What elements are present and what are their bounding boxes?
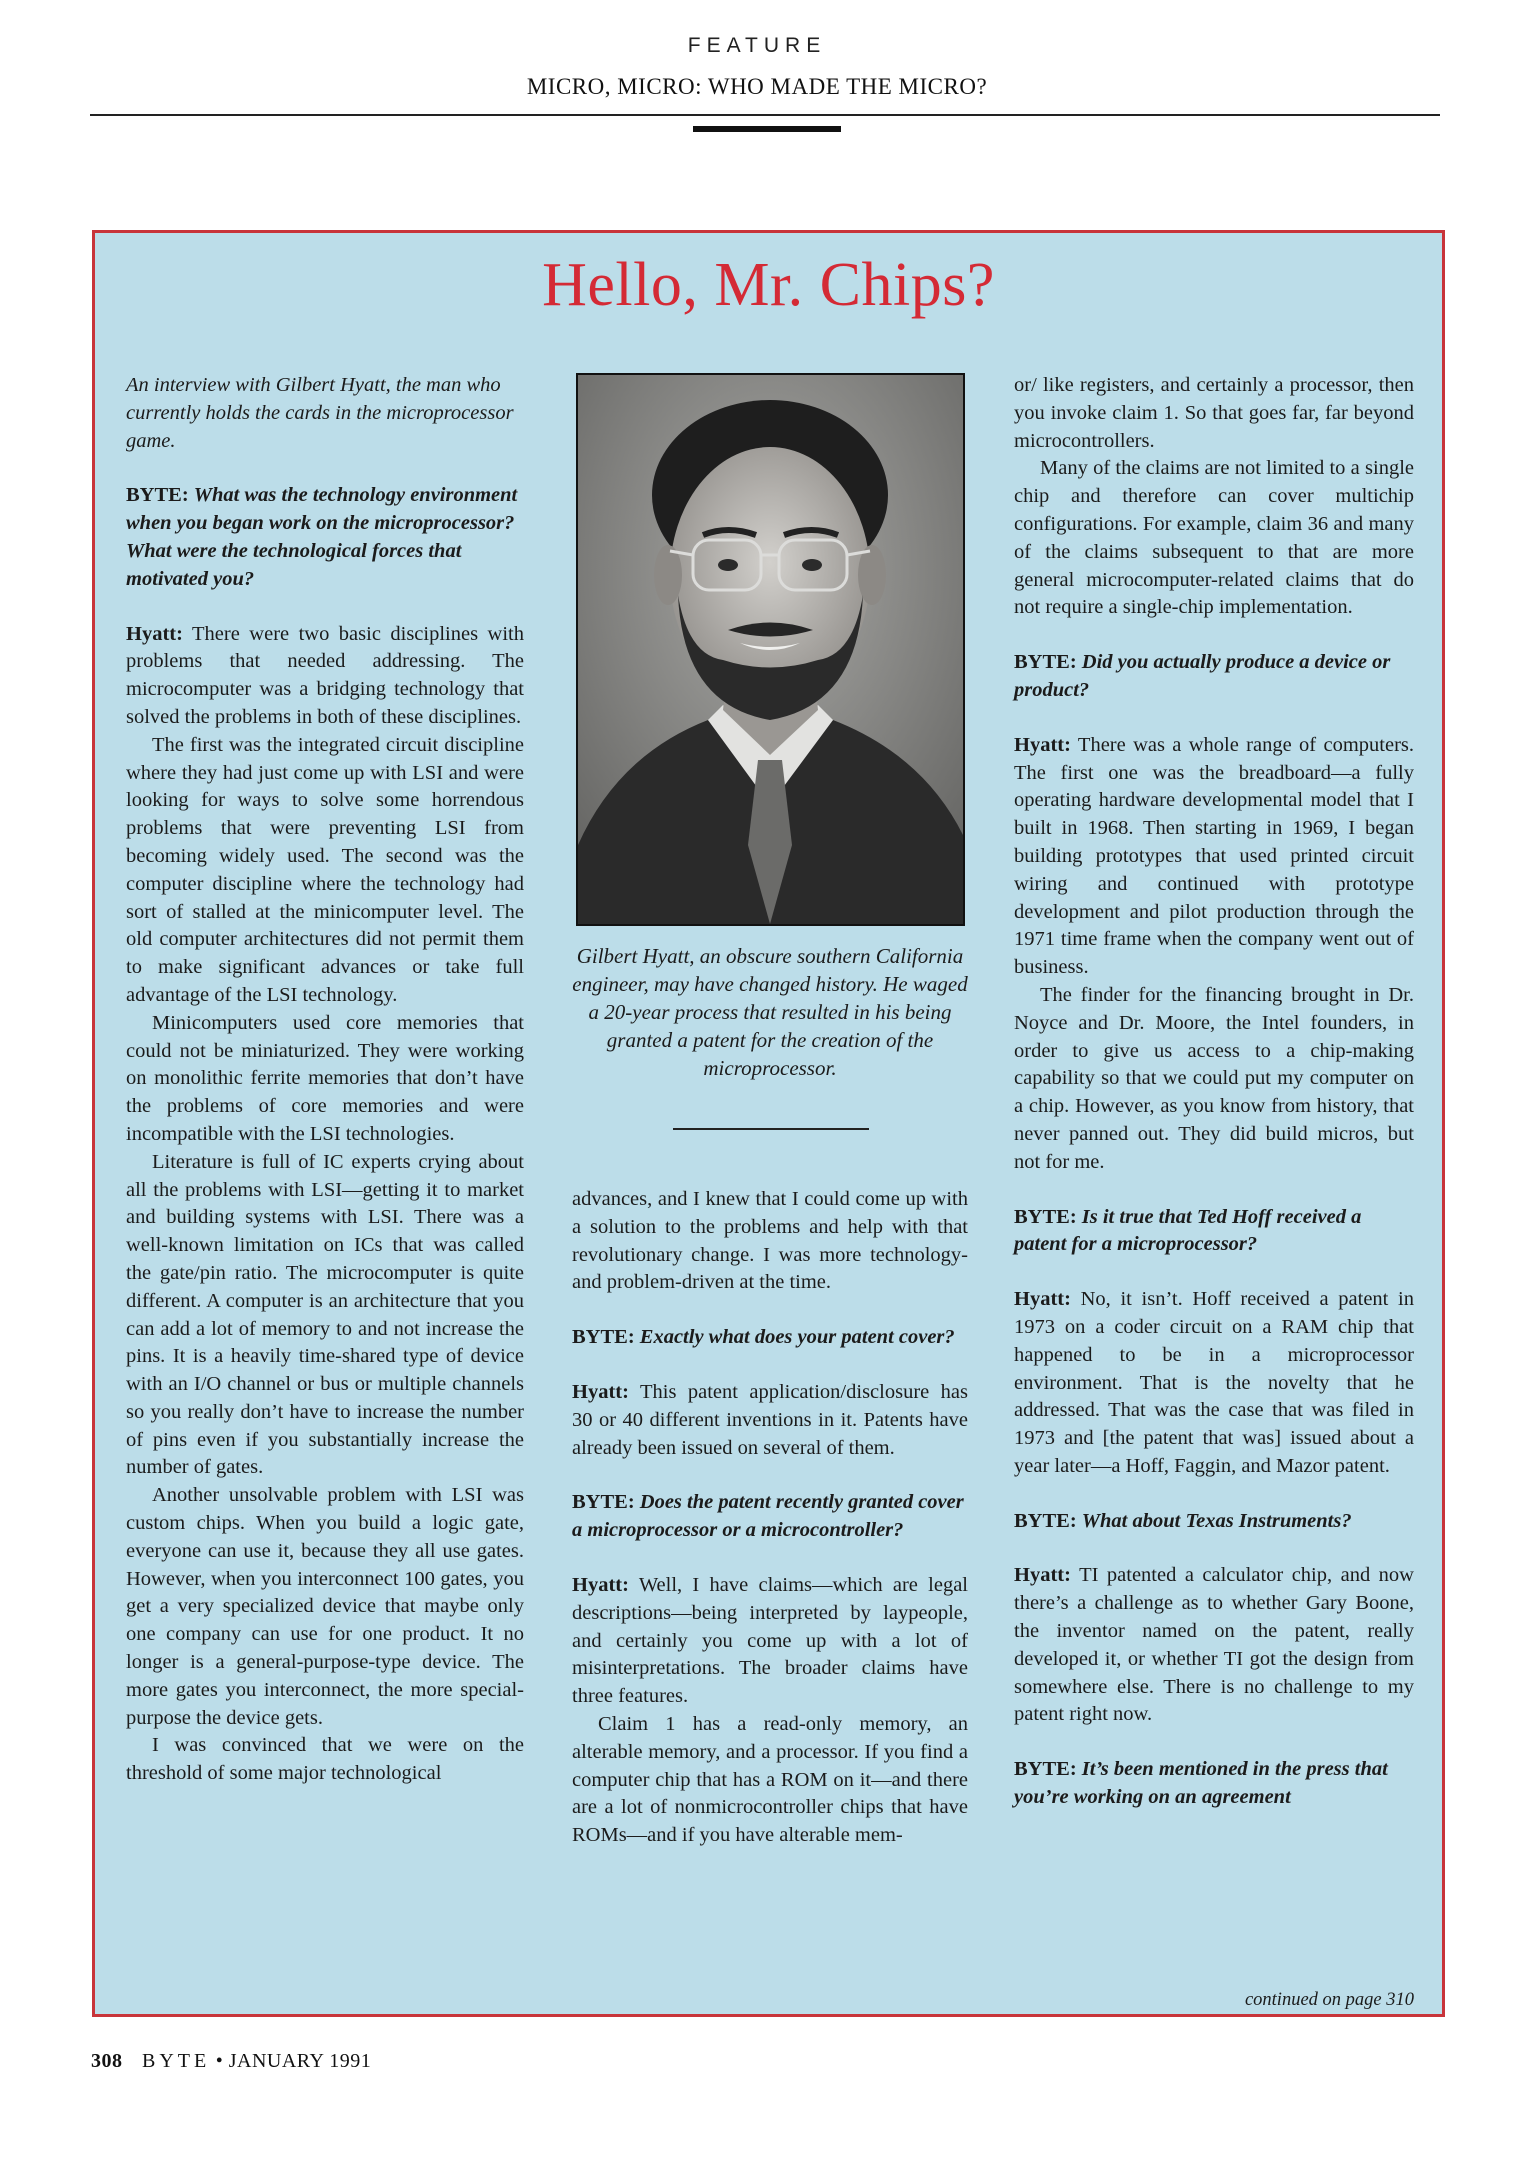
speaker-hyatt: Hyatt: — [1014, 1288, 1071, 1311]
speaker-hyatt: Hyatt: — [1014, 1564, 1071, 1587]
question-text: It’s been mentioned in the press that you’re working on an agreement — [1014, 1758, 1388, 1809]
question-text: Is it true that Ted Hoff received a patent for a microprocessor? — [1014, 1205, 1362, 1256]
question-1 — [126, 482, 524, 593]
magazine-name: BYTE — [142, 2050, 211, 2072]
speaker-byte: BYTE: — [1014, 1509, 1077, 1532]
paragraph: or/ like registers, and certainly a processor, then you invoke claim 1. So that goes far, far beyond microcontrollers. — [1014, 374, 1414, 452]
answer-2 — [572, 1379, 968, 1462]
answer-text: TI patented a calculator chip, and now there’s a challenge as to whether Gary Boone, the inventor named on the patent, really developed it, or whether TI got the design from somewhere else. There is no challenge to my patent right now. — [1014, 1564, 1414, 1726]
page-number: 308 — [91, 2050, 123, 2072]
answer-5 — [1014, 1286, 1414, 1481]
question-text: Does the patent recently granted cover a microprocessor or a microcontroller? — [572, 1491, 964, 1542]
section-title: MICRO, MICRO: WHO MADE THE MICRO? — [526, 74, 988, 99]
answer-4 — [1014, 732, 1414, 982]
answer-6 — [1014, 1562, 1414, 1729]
speaker-hyatt: Hyatt: — [126, 622, 183, 645]
paragraph: Many of the claims are not limited to a single chip and therefore can cover multichip configurations. For example, claim 36 and many of the claims subsequent to that are more general microcomputer-related claims that do not require a single-chip implementation. — [1014, 457, 1414, 619]
issue-date: JANUARY 1991 — [228, 2050, 372, 2072]
question-text: What was the technology environment when you began work on the microprocessor? What were the technological forces that motivated you? — [126, 484, 518, 590]
question-4 — [1014, 649, 1414, 705]
paragraph: advances, and I knew that I could come up with a solution to the problems and help with that revolutionary change. I was more technology- and problem-driven at the time. — [572, 1188, 968, 1294]
question-text: What about Texas Instruments? — [1081, 1509, 1352, 1532]
continued-note: continued on page 310 — [1244, 1990, 1414, 2010]
answer-text: There were two basic disciplines with problems that needed addressing. The microcomputer was a bridging technology that solved the problems in both of these disciplines. — [126, 622, 524, 728]
section-label: FEATURE — [687, 34, 827, 57]
paragraph: The finder for the financing brought in Dr. Noyce and Dr. Moore, the Intel founders, in order to give us access to a chip-making capability so that we could put my computer on a chip. However, as you know from history, that never panned out. They did build micros, but not for me. — [1014, 983, 1414, 1173]
column-1 — [126, 372, 524, 1788]
question-6 — [1014, 1508, 1414, 1536]
speaker-byte: BYTE: — [1014, 651, 1077, 674]
question-text: Exactly what does your patent cover? — [639, 1326, 955, 1349]
question-2 — [572, 1324, 968, 1352]
paragraph: The first was the integrated circuit discipline where they had just come up with LSI and were looking for ways to solve some horrendous problems that were preventing LSI from becoming widely used. The second was the computer discipline where the technology had sort of stalled at the minicomputer level. The old computer architectures did not permit them to make significant advances or take full advantage of the LSI technology. — [126, 733, 524, 1006]
speaker-hyatt: Hyatt: — [572, 1573, 629, 1596]
page-footer — [91, 2050, 371, 2073]
column-3 — [1014, 372, 1414, 1812]
speaker-byte: BYTE: — [572, 1326, 635, 1349]
answer-1 — [126, 621, 524, 732]
question-7 — [1014, 1756, 1414, 1812]
speaker-byte: BYTE: — [572, 1491, 635, 1514]
answer-text: This patent application/disclosure has 30 or 40 different inventions in it. Patents have already been issued on several of them. — [572, 1380, 968, 1459]
photo-caption: Gilbert Hyatt, an obscure southern California engineer, may have changed history. He waged a 20-year process that resulted in his being granted a patent for the creation of the microprocessor. — [572, 944, 968, 1080]
speaker-byte: BYTE: — [1014, 1205, 1077, 1228]
question-3 — [572, 1489, 968, 1545]
header-bar — [693, 126, 841, 132]
paragraph: Literature is full of IC experts crying about all the problems with LSI—getting it to market and building systems with LSI. There was a well-known limitation on ICs that was called the gate/pin ratio. The microcomputer is quite different. A computer is an architecture that you can add a lot of memory to and not increase the pins. It is a heavily time-shared type of device with an I/O channel or bus or multiple channels so you really don’t have to increase the number of pins even if you substantially increase the number of gates. — [126, 1150, 524, 1479]
answer-text: No, it isn’t. Hoff received a patent in 1973 on a coder circuit on a RAM chip that happened to be in a microprocessor environment. That is the novelty that he addressed. That was the case that was filed in 1973 and [the patent that was] issued about a year later—a Hoff, Faggin, and Mazor patent. — [1014, 1288, 1415, 1477]
article-intro: An interview with Gilbert Hyatt, the man who currently holds the cards in the microprocessor game. — [126, 374, 514, 452]
answer-3 — [572, 1572, 968, 1711]
paragraph: Another unsolvable problem with LSI was custom chips. When you build a logic gate, everyone can use it, because they all use gates. However, when you interconnect 100 gates, you get a very specialized device that maybe only one company can use for one product. It no longer is a general-purpose-type device. The more gates you interconnect, the more special-purpose the device gets. — [126, 1484, 524, 1729]
header-rule — [90, 114, 1440, 116]
question-text: Did you actually produce a device or product? — [1014, 651, 1391, 701]
footer-separator: • — [215, 2050, 224, 2072]
paragraph: Claim 1 has a read-only memory, an alterable memory, and a processor. If you find a computer chip that has a ROM on it—and there are a lot of nonmicrocontroller chips that have ROMs—and if you have alterable mem- — [572, 1712, 968, 1847]
paragraph: Minicomputers used core memories that could not be miniaturized. They were working on monolithic ferrite memories that don’t have the problems of core memories and were incompatible with the LSI technologies. — [126, 1011, 524, 1145]
speaker-byte: BYTE: — [1014, 1758, 1077, 1781]
portrait-photo — [576, 373, 965, 926]
speaker-hyatt: Hyatt: — [1014, 733, 1071, 756]
answer-text: There was a whole range of computers. The first one was the breadboard—a fully operating hardware developmental model that I built in 1968. Then starting in 1969, I began building prototypes that used printed circuit wiring and continued with prototype development and pilot production through the 1971 time frame when the company went out of business. — [1014, 733, 1414, 979]
question-5 — [1014, 1204, 1414, 1260]
speaker-byte: BYTE: — [126, 484, 189, 507]
article-title: Hello, Mr. Chips? — [542, 251, 995, 319]
portrait-illustration — [578, 375, 963, 924]
paragraph: I was convinced that we were on the threshold of some major technological — [126, 1734, 524, 1785]
answer-text: Well, I have claims—which are legal descriptions—being interpreted by laypeople, and certainly you come up with a lot of misinterpretations. The broader claims have three features. — [572, 1573, 968, 1708]
column-2 — [572, 1186, 968, 1850]
speaker-hyatt: Hyatt: — [572, 1380, 629, 1403]
caption-rule — [673, 1128, 869, 1130]
